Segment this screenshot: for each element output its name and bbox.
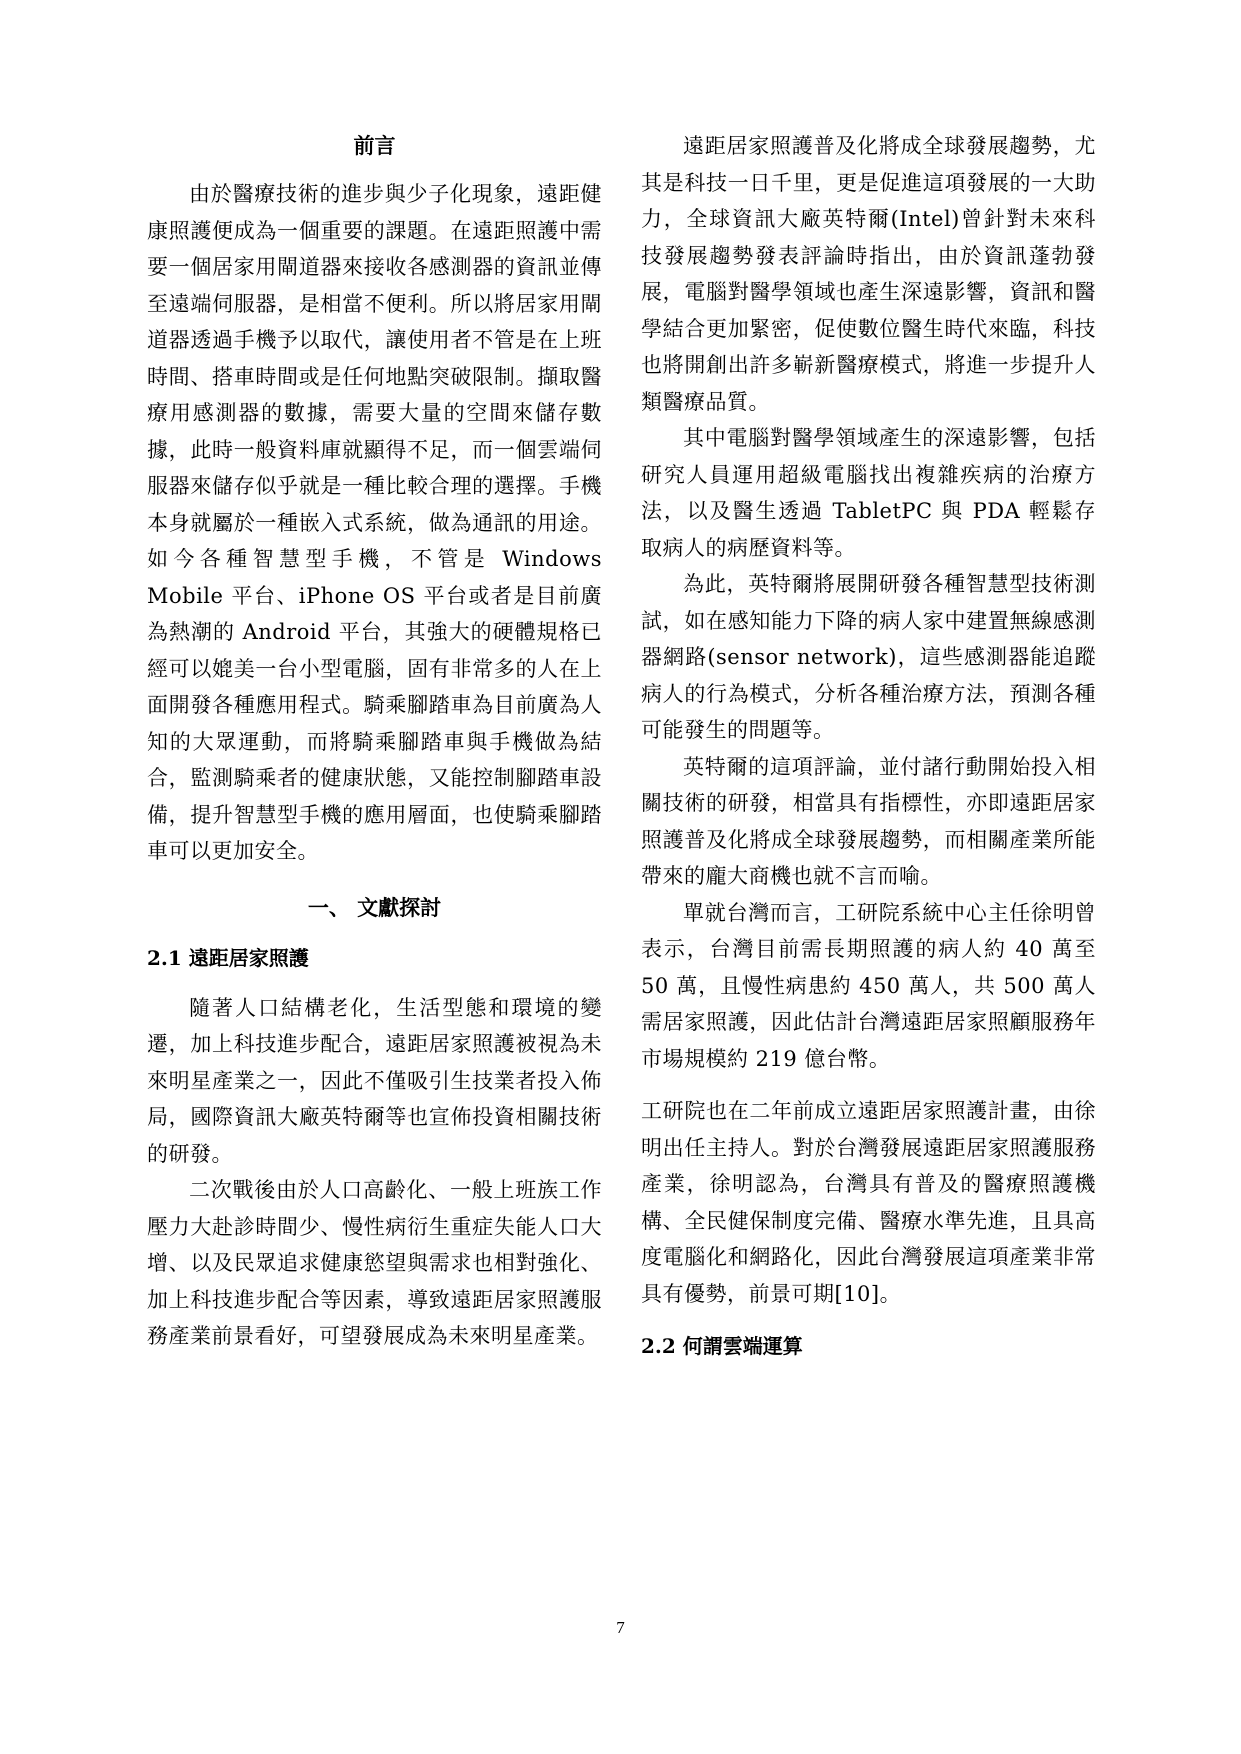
- page-number: 7: [616, 1618, 625, 1637]
- right-paragraph-6: 工研院也在二年前成立遠距居家照護計畫，由徐明出任主持人。對於台灣發展遠距居家照護服務產業，徐明認為，台灣具有普及的醫療照護機構、全民健保制度完備、醫療水準先進，且具高度電腦化和網路化，因此台灣發展這項產業非常具有優勢，前景可期[10]。: [641, 1099, 1096, 1306]
- subsection-2-1-paragraph-1: 隨著人口結構老化，生活型態和環境的變遷，加上科技進步配合，遠距居家照護被視為未來明星產業之一，因此不僅吸引生技業者投入佈局，國際資訊大廠英特爾等也宣佈投資相關技術的研發。: [147, 995, 602, 1166]
- right-paragraph-2: 其中電腦對醫學領域產生的深遠影響，包括研究人員運用超級電腦找出複雜疾病的治療方法，以及醫生透過 TabletPC 與 PDA 輕鬆存取病人的病歷資料等。: [641, 426, 1096, 560]
- right-paragraph-5: 單就台灣而言，工研院系統中心主任徐明曾表示，台灣目前需長期照護的病人約 40 萬至 50 萬，且慢性病患約 450 萬人，共 500 萬人需居家照護，因此估計台灣遠距居家照顧服務年市場規模約 219 億台幣。: [641, 900, 1096, 1071]
- left-column: [147, 128, 602, 1355]
- right-paragraph-4: 英特爾的這項評論，並付諸行動開始投入相關技術的研發，相當具有指標性，亦即遠距居家照護普及化將成全球發展趨勢，而相關產業所能帶來的龐大商機也就不言而喻。: [641, 754, 1096, 888]
- right-paragraph-3: 為此，英特爾將展開研發各種智慧型技術測試，如在感知能力下降的病人家中建置無線感測器網路(sensor network)，這些感測器能追蹤病人的行為模式，分析各種治療方法，預測各種可能發生的問題等。: [641, 572, 1096, 742]
- preface-paragraph: 由於醫療技術的進步與少子化現象，遠距健康照護便成為一個重要的課題。在遠距照護中需要一個居家用閘道器來接收各感測器的資訊並傳至遠端伺服器，是相當不便利。所以將居家用閘道器透過手機予以取代，讓使用者不管是在上班時間、搭車時間或是任何地點突破限制。擷取醫療用感測器的數據，需要大量的空間來儲存數據，此時一般資料庫就顯得不足，而一個雲端伺服器來儲存似乎就是一種比較合理的選擇。手機本身就屬於一種嵌入式系統，做為通訊的用途。如今各種智慧型手機，不管是 Windows Mobile 平台、iPhone OS 平台或者是目前廣為熱潮的 Android 平台，其強大的硬體規格已經可以媲美一台小型電腦，固有非常多的人在上面開發各種應用程式。騎乘腳踏車為目前廣為人知的大眾運動，而將騎乘腳踏車與手機做為結合，監測騎乘者的健康狀態，又能控制腳踏車設備，提升智慧型手機的應用層面，也使騎乘腳踏車可以更加安全。: [147, 182, 602, 863]
- right-paragraph-1: 遠距居家照護普及化將成全球發展趨勢，尤其是科技一日千里，更是促進這項發展的一大助力，全球資訊大廠英特爾(Intel)曾針對未來科技發展趨勢發表評論時指出，由於資訊蓬勃發展，電腦對醫學領域也產生深遠影響，資訊和醫學結合更加緊密，促使數位醫生時代來臨，科技也將開創出許多嶄新醫療模式，將進一步提升人類醫療品質。: [641, 134, 1096, 414]
- subsection-heading-2-2: 2.2 何謂雲端運算: [641, 1334, 803, 1358]
- section-heading-literature-review: 一、 文獻探討: [307, 894, 442, 920]
- subsection-2-1-paragraph-2: 二次戰後由於人口高齡化、一般上班族工作壓力大赴診時間少、慢性病衍生重症失能人口大增、以及民眾追求健康慾望與需求也相對強化、加上科技進步配合等因素，導致遠距居家照護服務產業前景看好，可望發展成為未來明星產業。: [147, 1178, 602, 1348]
- right-column: [641, 128, 1096, 1364]
- subsection-heading-2-1: 2.1 遠距居家照護: [147, 945, 309, 970]
- preface-heading: 前言: [353, 133, 396, 158]
